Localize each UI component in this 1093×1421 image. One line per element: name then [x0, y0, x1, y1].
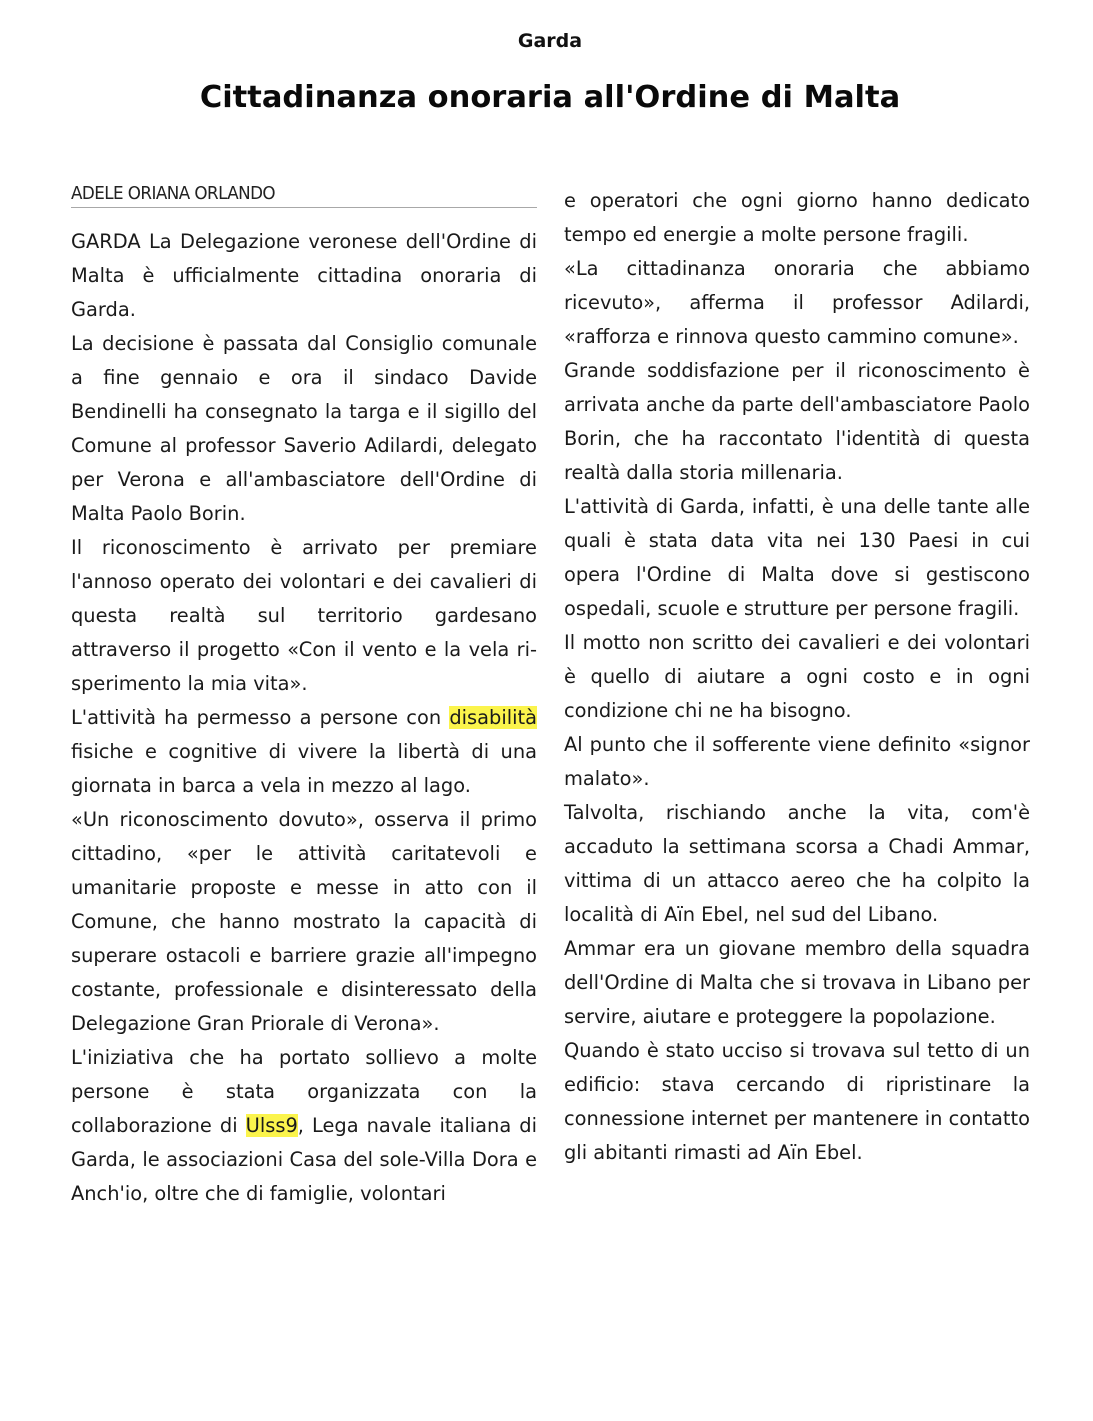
paragraph-text: Il riconoscimento è arrivato per premiare l'annoso operato dei volontari e dei cavalieri di questa realtà sul territorio gardesano attraverso il progetto «Con il vento e la vela ri-sperimento la mia vita». — [71, 536, 537, 695]
paragraph-text: «La cittadinanza onoraria che abbiamo ricevuto», afferma il professor Adilardi, «rafforza e rinnova questo cammino comune». — [564, 257, 1030, 348]
paragraph-text: Il motto non scritto dei cavalieri e dei volontari è quello di aiutare a ogni costo e in ogni condizione chi ne ha bisogno. — [564, 631, 1030, 722]
paragraph — [564, 626, 1030, 728]
paragraph — [564, 354, 1030, 490]
paragraph — [564, 728, 1030, 796]
paragraph-text: Talvolta, rischiando anche la vita, com'è accaduto la settimana scorsa a Chadi Ammar, vittima di un attacco aereo che ha colpito la località di Aïn Ebel, nel sud del Libano. — [564, 801, 1030, 926]
paragraph-text: La decisione è passata dal Consiglio comunale a fine gennaio e ora il sindaco Davide Bendinelli ha consegnato la targa e il sigillo del Comune al professor Saverio Adilardi, delegato per Verona e all'ambasciatore dell'Ordine di Malta Paolo Borin. — [71, 332, 537, 525]
paragraph — [564, 252, 1030, 354]
paragraph-text: Ammar era un giovane membro della squadra dell'Ordine di Malta che si trovava in Libano per servire, aiutare e proteggere la popolazione. — [564, 937, 1030, 1028]
article-column-right — [564, 184, 1030, 1170]
paragraph-text: L'attività ha permesso a persone con — [71, 706, 450, 729]
paragraph — [564, 932, 1030, 1034]
paragraph — [71, 531, 537, 701]
section-label: Garda — [517, 30, 583, 52]
highlighted-term: Ulss9 — [245, 1114, 298, 1137]
article-title: Cittadinanza onoraria all'Ordine di Malta — [199, 80, 901, 115]
paragraph-text: Quando è stato ucciso si trovava sul tetto di un edificio: stava cercando di ripristinare la connessione internet per mantenere in contatto gli abitanti rimasti ad Aïn Ebel. — [564, 1039, 1030, 1164]
paragraph — [71, 1041, 537, 1211]
paragraph-text: , Lega navale italiana di Garda, le associazioni Casa del sole-Villa Dora e Anch'io, oltre che di famiglie, volontari — [71, 1114, 537, 1205]
paragraph — [564, 796, 1030, 932]
paragraph — [71, 701, 537, 803]
paragraph — [71, 327, 537, 531]
paragraph-text: Grande soddisfazione per il riconoscimento è arrivata anche da parte dell'ambasciatore Paolo Borin, che ha raccontato l'identità di questa realtà dalla storia millenaria. — [564, 359, 1030, 484]
paragraph-text: GARDA La Delegazione veronese dell'Ordine di Malta è ufficialmente cittadina onoraria di Garda. — [71, 230, 537, 321]
byline-divider — [71, 207, 537, 208]
paragraph — [564, 490, 1030, 626]
article-column-left — [71, 181, 537, 1211]
paragraph-text: fisiche e cognitive di vivere la libertà di una giornata in barca a vela in mezzo al lago. — [71, 740, 537, 797]
paragraph — [564, 184, 1030, 252]
highlighted-term: disabilità — [449, 706, 537, 729]
paragraph-text: L'attività di Garda, infatti, è una delle tante alle quali è stata data vita nei 130 Paesi in cui opera l'Ordine di Malta dove si gestiscono ospedali, scuole e strutture per persone fragili. — [564, 495, 1030, 620]
paragraph-text: Al punto che il sofferente viene definito «signor malato». — [564, 733, 1030, 790]
paragraph — [564, 1034, 1030, 1170]
paragraph-text: «Un riconoscimento dovuto», osserva il primo cittadino, «per le attività caritatevoli e umanitarie proposte e messe in atto con il Comune, che hanno mostrato la capacità di superare ostacoli e barriere grazie all'impegno costante, professionale e disinteressato della Delegazione Gran Priorale di Verona». — [71, 808, 537, 1035]
paragraph-text: e operatori che ogni giorno hanno dedicato tempo ed energie a molte persone fragili. — [564, 189, 1030, 246]
paragraph-text: L'iniziativa che ha portato sollievo a molte persone è stata organizzata con la collaborazione di — [71, 1046, 537, 1137]
paragraph — [71, 803, 537, 1041]
paragraph — [71, 225, 537, 327]
author-byline: ADELE ORIANA ORLANDO — [71, 183, 276, 204]
